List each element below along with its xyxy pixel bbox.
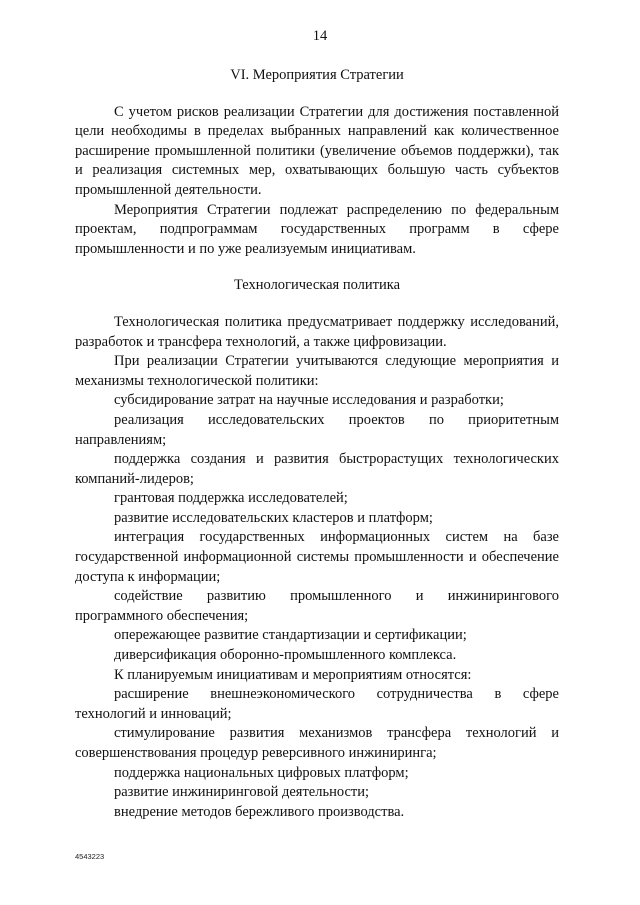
- page-content: [75, 66, 559, 822]
- planned-item: расширение внешнеэкономического сотрудничества в сфере технологий и инноваций;: [75, 686, 559, 722]
- planned-item: стимулирование развития механизмов трансфера технологий и совершенствования процедур реверсивного инжиниринга;: [75, 725, 559, 761]
- measure-item: опережающее развитие стандартизации и сертификации;: [114, 627, 467, 644]
- document-id: 4543223: [75, 852, 105, 861]
- intro-paragraph: С учетом рисков реализации Стратегии для достижения поставленной цели необходимы в пределах выбранных направлений как количественное расширение промышленной политики (увеличение объемов поддержки), так и реализация системных мер, охватывающих большую часть субъектов промышленной деятельности.: [75, 103, 559, 198]
- planned-item: поддержка национальных цифровых платформ;: [114, 764, 409, 781]
- measure-item: поддержка создания и развития быстрорастущих технологических компаний-лидеров;: [75, 451, 559, 487]
- planned-item: внедрение методов бережливого производства.: [114, 803, 405, 820]
- measure-item: субсидирование затрат на научные исследования и разработки;: [114, 392, 504, 409]
- planned-item: развитие инжиниринговой деятельности;: [114, 784, 370, 801]
- tech-paragraph: Технологическая политика предусматривает поддержку исследований, разработок и трансфера технологий, а также цифровизации.: [75, 313, 559, 350]
- tech-paragraph: При реализации Стратегии учитываются следующие мероприятия и механизмы технологической политики:: [75, 353, 559, 389]
- measure-item: диверсификация оборонно-промышленного комплекса.: [114, 647, 457, 664]
- section-title: VI. Мероприятия Стратегии: [230, 67, 404, 83]
- subsection-title: Технологическая политика: [233, 277, 401, 294]
- planned-intro: К планируемым инициативам и мероприятиям относятся:: [114, 666, 472, 683]
- page-number: 14: [312, 28, 328, 44]
- measure-item: реализация исследовательских проектов по приоритетным направлениям;: [75, 411, 559, 448]
- measure-item: интеграция государственных информационных систем на базе государственной информационной системы промышленности и обеспечение доступа к информации;: [75, 529, 559, 585]
- intro-paragraph: Мероприятия Стратегии подлежат распределению по федеральным проектам, подпрограммам государственных программ в сфере промышленности и по уже реализуемым инициативам.: [75, 201, 559, 257]
- measure-item: грантовая поддержка исследователей;: [114, 490, 348, 507]
- measure-item: развитие исследовательских кластеров и платформ;: [114, 509, 433, 526]
- measure-item: содействие развитию промышленного и инжинирингового программного обеспечения;: [75, 588, 559, 624]
